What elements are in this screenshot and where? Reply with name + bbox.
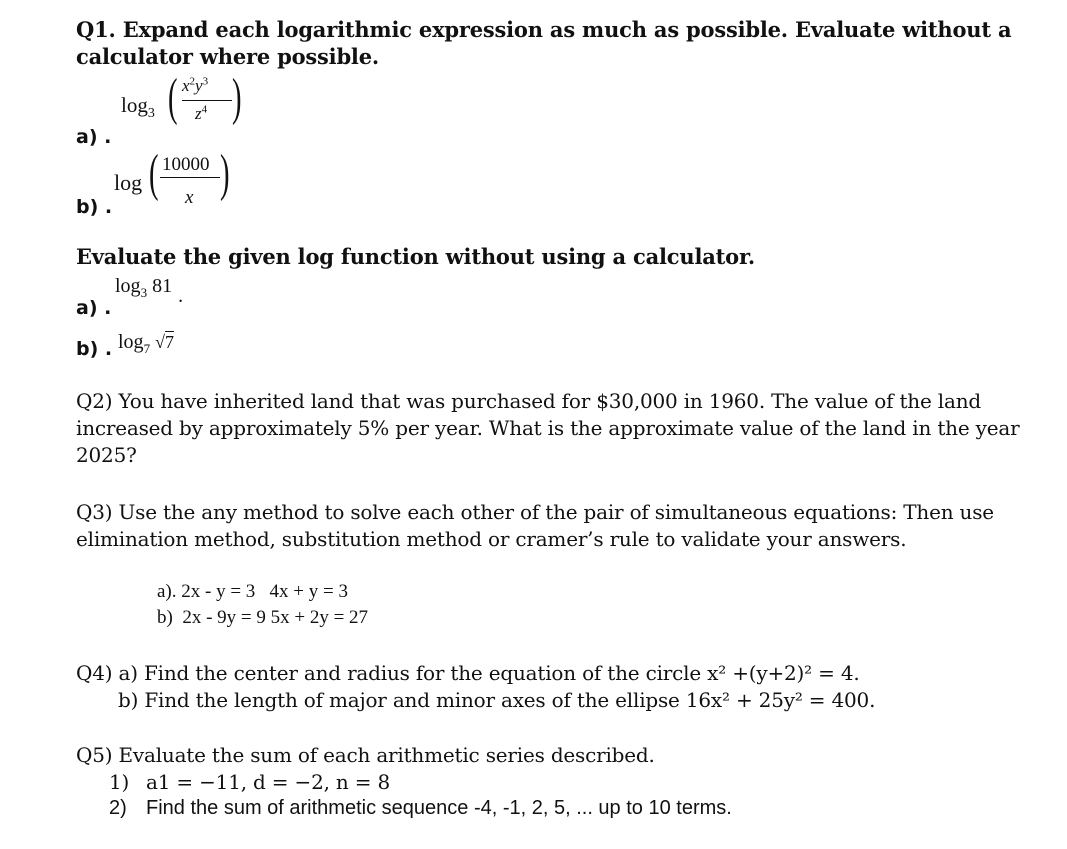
q3-equation-a: a). 2x - y = 3 4x + y = 3 bbox=[157, 581, 348, 602]
q5-item2-number: 2) bbox=[109, 797, 127, 819]
log-base: 3 bbox=[147, 106, 155, 122]
right-paren: ) bbox=[220, 145, 230, 202]
q1-heading-line1: Q1. Expand each logarithmic expression as much as possible. Evaluate without a bbox=[76, 17, 1012, 42]
q4-part-b: b) Find the length of major and minor axes of the ellipse 16x² + 25y² = 400. bbox=[118, 688, 876, 712]
q1-a-label: a) . bbox=[76, 126, 112, 148]
q1-b-label: b) . bbox=[76, 196, 113, 218]
denominator: $z^4$ bbox=[195, 103, 208, 123]
evaluate-expression-b: $\log_7 √7$ bbox=[118, 331, 174, 356]
numerator: $x^2y^3$ bbox=[182, 75, 209, 95]
left-paren: ( bbox=[168, 69, 178, 126]
evaluate-b-label: b) . bbox=[76, 338, 113, 360]
q5-item2-text: Find the sum of arithmetic sequence -4, -1, 2, 5, ... up to 10 terms. bbox=[146, 797, 732, 819]
q5-item1-number: 1) bbox=[109, 770, 130, 794]
q1-heading-line2: calculator where possible. bbox=[76, 44, 379, 69]
q5-heading: Q5) Evaluate the sum of each arithmetic series described. bbox=[76, 743, 655, 767]
right-paren: ) bbox=[232, 69, 242, 126]
q2-line3: 2025? bbox=[76, 443, 137, 467]
fraction-bar bbox=[182, 100, 232, 101]
q5-item1-text: a1 = −11, d = −2, n = 8 bbox=[146, 770, 390, 794]
q4-part-a: Q4) a) Find the center and radius for the equation of the circle x² +(y+2)² = 4. bbox=[76, 661, 860, 685]
log-label: log bbox=[121, 93, 148, 117]
evaluate-expression-a: $\log_3 81$ . bbox=[115, 275, 184, 307]
left-paren: ( bbox=[149, 145, 159, 202]
log-label: log bbox=[114, 170, 143, 195]
fraction-bar bbox=[160, 177, 220, 178]
q3-line2: elimination method, substitution method or cramer’s rule to validate your answers. bbox=[76, 527, 907, 551]
numerator: 10000 bbox=[162, 154, 210, 175]
q2-line2: increased by approximately 5% per year. What is the approximate value of the land in the year bbox=[76, 416, 1020, 440]
q3-equation-b: b) 2x - 9y = 9 5x + 2y = 27 bbox=[157, 607, 369, 628]
q3-line1: Q3) Use the any method to solve each other of the pair of simultaneous equations: Then use bbox=[76, 500, 994, 524]
q2-line1: Q2) You have inherited land that was purchased for $30,000 in 1960. The value of the land bbox=[76, 389, 981, 413]
evaluate-a-label: a) . bbox=[76, 297, 112, 319]
denominator: x bbox=[185, 187, 194, 208]
evaluate-heading: Evaluate the given log function without using a calculator. bbox=[76, 244, 756, 269]
